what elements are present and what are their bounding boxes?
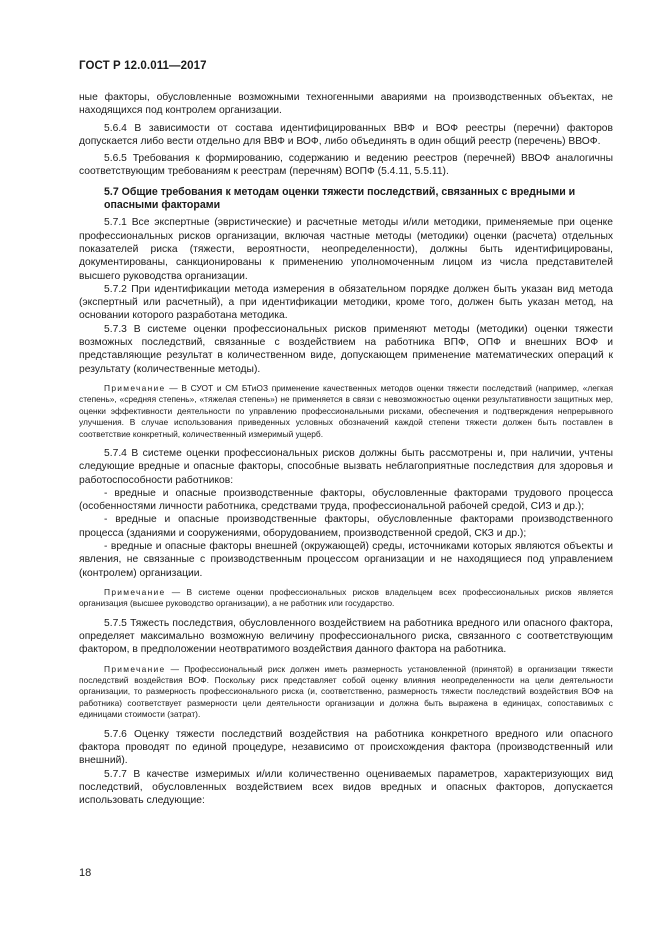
note bbox=[79, 664, 613, 721]
note bbox=[79, 383, 613, 440]
note-label: Примечание bbox=[104, 382, 166, 393]
paragraph-5-7-2: 5.7.2 При идентификации метода измерения в обязательном порядке должен быть указан вид метода (экспертный или расчетный), а при идентификации методики, кроме того, должен быть указан метод, на основании которого разработана методика. bbox=[79, 283, 613, 322]
paragraph-5-7-5: 5.7.5 Тяжесть последствия, обусловленного воздействием на работника вредного или опасного фактора, определяет максимально возможную величину профессионального риска, связанного с соответствующим фактором, в предположении неотвратимого воздействия данного фактора на работника. bbox=[79, 617, 613, 656]
paragraph-5-7-4: 5.7.4 В системе оценки профессиональных рисков должны быть рассмотрены и, при наличии, учтены следующие вредные и опасные факторы, способные вызвать неблагоприятные последствия для здоровья и работоспособности работников: bbox=[79, 447, 613, 486]
note-text: — В системе оценки профессиональных рисков владельцем всех профессиональных рисков является организация (высшее руководство организации), а не работник или государство. bbox=[79, 586, 613, 609]
paragraph-5-7-3: 5.7.3 В системе оценки профессиональных рисков применяют методы (методики) оценки тяжести возможных последствий, связанные с воздействием на работника ВПФ, ОПФ и внешних ВОФ и представляющие результат в количественном виде, допускающем применение математических операций к результату (количественные методы). bbox=[79, 323, 613, 375]
list-item: - вредные и опасные производственные факторы, обусловленные факторами трудового процесса (особенностями личности работника, средствами труда, профессиональной рабочей средой, СИЗ и др.); bbox=[79, 487, 613, 513]
paragraph-5-6-5: 5.6.5 Требования к формированию, содержанию и ведению реестров (перечней) ВВОФ аналогичны соответствующим требованиям к реестрам (перечням) ВОПФ (5.4.11, 5.5.11). bbox=[79, 153, 613, 178]
list-item: - вредные и опасные производственные факторы, обусловленные факторами производственного процесса (зданиями и сооружениями, оборудованием, производственной средой, СКЗ и др.); bbox=[79, 514, 613, 539]
document-header: ГОСТ Р 12.0.011—2017 bbox=[79, 60, 207, 72]
section-heading-5-7: 5.7 Общие требования к методам оценки тяжести последствий, связанных с вредными и опасными факторами bbox=[104, 185, 576, 212]
list-item: - вредные и опасные факторы внешней (окружающей) среды, источниками которых являются объекты и явления, не связанные с производственным процессом организации и не находящиеся под управлением (контролем) организации. bbox=[79, 541, 613, 579]
page-body bbox=[79, 91, 613, 807]
paragraph-5-7-6: 5.7.6 Оценку тяжести последствий воздействия на работника конкретного вредного или опасного фактора проводят по единой процедуре, независимо от происхождения фактора (производственный или внешний). bbox=[79, 728, 613, 767]
page-number: 18 bbox=[79, 867, 92, 879]
note bbox=[79, 587, 613, 610]
note-label: Примечание bbox=[104, 586, 166, 597]
note-label: Примечание bbox=[104, 663, 166, 674]
paragraph-5-7-7: 5.7.7 В качестве измеримых и/или количественно оцениваемых параметров, характеризующих вид последствий, обусловленных воздействием всех видов вредных и опасных факторов, допускается использовать следующие: bbox=[79, 768, 613, 807]
paragraph-5-7-1: 5.7.1 Все экспертные (эвристические) и расчетные методы и/или методики, применяемые при оценке профессиональных рисков организации, включая частные методы (методики) оценки (расчета) отдельных показателей риска (тяжести, вероятности, неопределенности), должны быть идентифицированы, документированы, санкционированы к применению уполномоченным лицом из числа представителей высшего руководства организации. bbox=[79, 217, 613, 282]
note-text: — Профессиональный риск должен иметь размерность установленной (принятой) в организации тяжести последствий воздействия ВОФ. Поскольку риск представляет собой оценку влияния неопределенности на цели деятельности организации, то размерность профессионального риска (и, соответственно, размерность тяжести последствий воздействия ВОФ на работника) соответствует размерности цели деятельности организации и должна быть выражена в единицах, сопоставимых с единицами стоимости (затрат). bbox=[79, 663, 613, 720]
paragraph-5-6-4: 5.6.4 В зависимости от состава идентифицированных ВВФ и ВОФ реестры (перечни) факторов допускается либо вести отдельно для ВВФ и ВОФ, либо объединять в один общий реестр (перечень) ВВОФ. bbox=[79, 122, 613, 147]
paragraph: ные факторы, обусловленные возможными техногенными авариями на производственных объектах, не находящихся под контролем организации. bbox=[79, 92, 613, 117]
note-text: — В СУОТ и СМ БТиОЗ применение качественных методов оценки тяжести последствий (например, «легкая степень», «средняя степень», «тяжелая степень») не применяется в связи с невозможностью оценки результативности защитных мер, оценки эффективности деятельности по управлению профессиональными рисками, обеспечения и подтверждения непрерывного улучшения. В случае использования приведенных условных обозначений каждой степени тяжести должен быть поставлен в соответствие конкретный, количественный измеримый ущерб. bbox=[79, 382, 613, 439]
